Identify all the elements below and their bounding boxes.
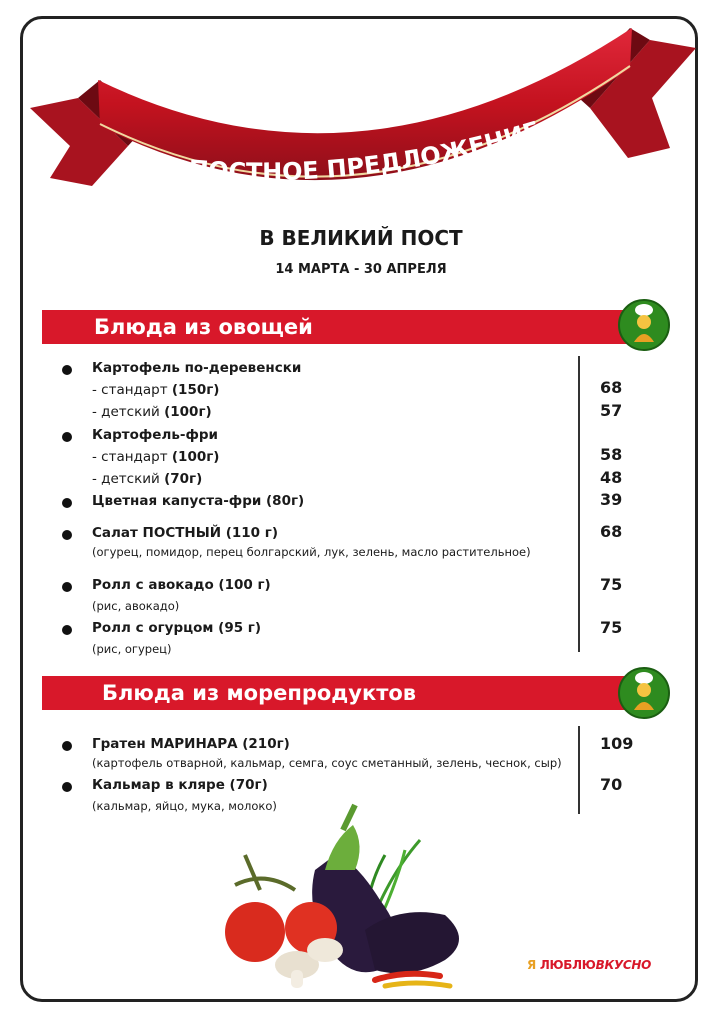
logo-part: ВКУСНО <box>595 958 652 972</box>
item-description: (рис, авокадо) <box>92 599 180 613</box>
item-description-row <box>62 597 662 617</box>
section-bar-seafood <box>42 676 632 710</box>
item-description: (огурец, помидор, перец болгарский, лук, зелень, масло растительное) <box>92 545 531 559</box>
chef-logo-icon <box>617 666 671 720</box>
bullet <box>62 625 72 635</box>
item-description-row <box>62 640 662 660</box>
list-item <box>62 493 662 513</box>
item-variant: - стандарт <box>92 382 172 398</box>
item-name: Салат ПОСТНЫЙ (110 г) <box>92 525 278 541</box>
item-name: Картофель по-деревенски <box>92 360 302 376</box>
item-price: 68 <box>600 378 623 397</box>
section-title: Блюда из морепродуктов <box>102 681 417 705</box>
item-weight: (70г) <box>164 471 203 487</box>
chef-logo-icon <box>617 298 671 352</box>
bullet <box>62 432 72 442</box>
bullet <box>62 498 72 508</box>
item-weight: (150г) <box>171 382 220 398</box>
item-price: 48 <box>600 468 623 487</box>
list-item <box>62 620 662 640</box>
list-item <box>62 777 662 797</box>
item-price: 39 <box>600 490 623 509</box>
item-price: 58 <box>600 445 623 464</box>
item-name: Цветная капуста-фри (80г) <box>92 493 305 509</box>
list-item <box>62 360 662 380</box>
list-item <box>62 471 662 491</box>
item-variant: - детский <box>92 404 165 420</box>
list-item <box>62 449 662 469</box>
item-price: 109 <box>600 734 634 753</box>
item-name: Гратен МАРИНАРА (210г) <box>92 736 290 752</box>
item-description-row <box>62 543 662 563</box>
section-title: Блюда из овощей <box>94 315 313 339</box>
item-name: Картофель-фри <box>92 427 219 443</box>
list-item <box>62 382 662 402</box>
bullet <box>62 365 72 375</box>
item-description: (рис, огурец) <box>92 642 172 656</box>
item-weight: (100г) <box>164 404 212 420</box>
banner-title: ПОСТНОЕ ПРЕДЛОЖЕНИЕ <box>187 115 544 187</box>
item-name: Ролл с авокадо (100 г) <box>92 577 271 593</box>
item-weight: (100г) <box>171 449 220 465</box>
item-price: 75 <box>600 575 623 594</box>
ribbon-banner <box>30 28 696 218</box>
dates: 14 МАРТА - 30 АПРЕЛЯ <box>275 262 447 277</box>
section-bar-vegetables <box>42 310 632 344</box>
item-variant: - стандарт <box>92 449 172 465</box>
item-name: Кальмар в кляре (70г) <box>92 777 268 793</box>
vegetables-illustration <box>215 800 465 995</box>
logo-part: ЛЮБЛЮ <box>539 958 596 972</box>
item-description: (кальмар, яйцо, мука, молоко) <box>92 799 277 813</box>
item-description: (картофель отварной, кальмар, семга, соус сметанный, зелень, чеснок, сыр) <box>92 756 562 770</box>
bullet <box>62 741 72 751</box>
bullet <box>62 530 72 540</box>
item-name: Ролл с огурцом (95 г) <box>92 620 262 636</box>
bullet <box>62 582 72 592</box>
bullet <box>62 782 72 792</box>
list-item <box>62 404 662 424</box>
list-item <box>62 525 662 545</box>
item-price: 68 <box>600 522 623 541</box>
list-item <box>62 427 662 447</box>
list-item <box>62 736 662 756</box>
list-item <box>62 577 662 597</box>
brand-logo <box>527 958 651 972</box>
item-price: 70 <box>600 775 623 794</box>
item-price: 75 <box>600 618 623 637</box>
item-description-row <box>62 754 662 774</box>
logo-part: Я <box>527 958 540 972</box>
subtitle: В ВЕЛИКИЙ ПОСТ <box>259 226 463 250</box>
item-price: 57 <box>600 401 623 420</box>
item-variant: - детский <box>92 471 165 487</box>
